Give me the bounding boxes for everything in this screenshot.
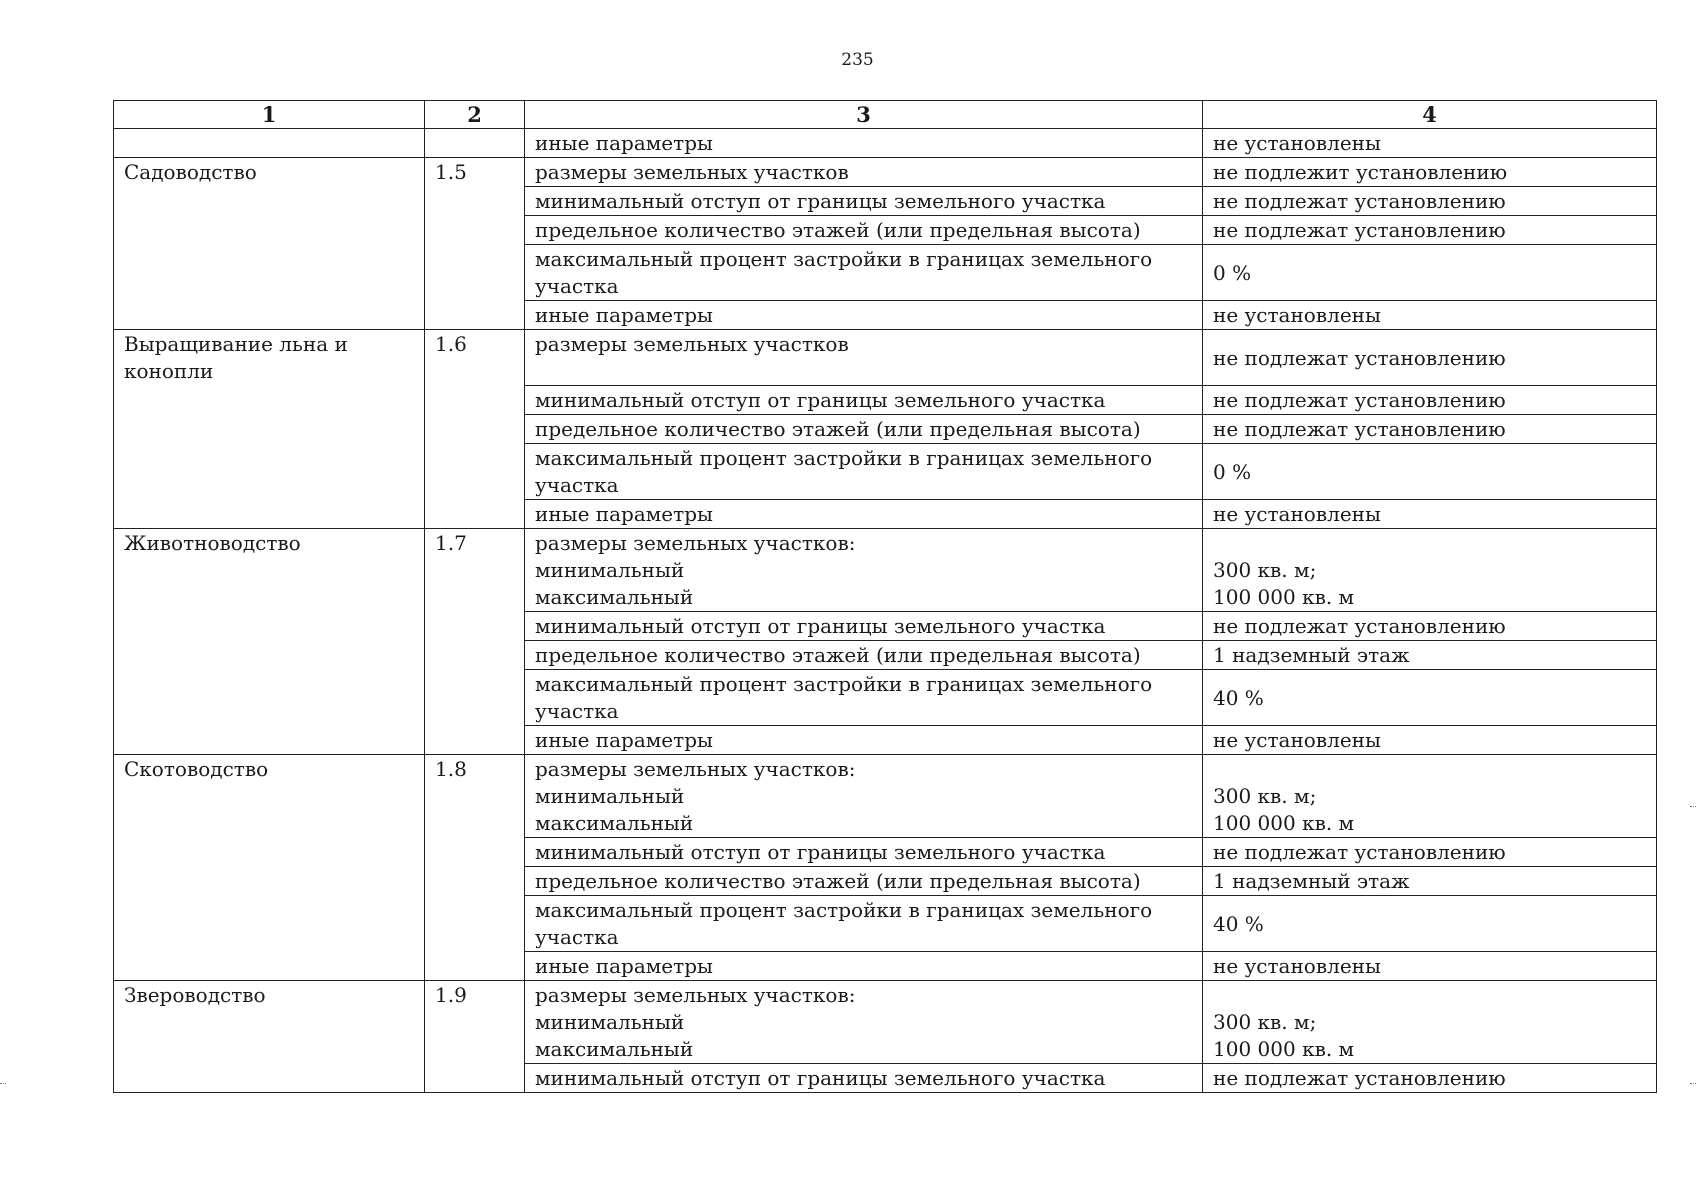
parameter-text: минимальный отступ от границы земельного участка: [535, 614, 1106, 638]
parameter-cell: [525, 896, 1203, 952]
parameter-text: минимальный: [535, 784, 685, 808]
header-col-1: 1: [114, 101, 425, 129]
parameter-cell: [525, 386, 1203, 415]
value-text: не подлежат установлению: [1213, 218, 1506, 242]
parameter-cell: [525, 415, 1203, 444]
use-type-name: Звероводство: [114, 981, 425, 1093]
parameter-cell: [525, 529, 1203, 612]
value-cell: [1203, 158, 1657, 187]
parameter-cell: [525, 867, 1203, 896]
value-text: не подлежат установлению: [1213, 614, 1506, 638]
value-cell: [1203, 129, 1657, 158]
parameter-text: предельное количество этажей (или предельная высота): [535, 417, 1141, 441]
parameter-cell: [525, 981, 1203, 1064]
value-cell: [1203, 838, 1657, 867]
table-row: [114, 158, 1657, 187]
parameter-cell: [525, 670, 1203, 726]
value-cell: [1203, 867, 1657, 896]
parameter-text: минимальный отступ от границы земельного участка: [535, 1066, 1106, 1090]
parameter-text: размеры земельных участков: [535, 160, 849, 184]
value-text: не подлежит установлению: [1213, 160, 1508, 184]
parameter-text: предельное количество этажей (или предельная высота): [535, 869, 1141, 893]
value-text: 1 надземный этаж: [1213, 869, 1410, 893]
value-text: не подлежат установлению: [1213, 388, 1506, 412]
value-text: не подлежат установлению: [1213, 345, 1506, 370]
value-text: не подлежат установлению: [1213, 417, 1506, 441]
parameter-cell: [525, 755, 1203, 838]
use-type-code: 1.9: [425, 981, 525, 1093]
parameter-cell: [525, 216, 1203, 245]
table-header-row: [114, 101, 1657, 129]
value-text: 40 %: [1213, 911, 1264, 936]
value-text: не установлены: [1213, 954, 1381, 978]
regulations-table: [113, 100, 1657, 1093]
parameter-text: максимальный процент застройки в границах земельного участка: [535, 672, 1153, 723]
parameter-cell: [525, 301, 1203, 330]
value-cell: [1203, 670, 1657, 726]
value-text: 300 кв. м;: [1213, 558, 1317, 582]
margin-mark: [1690, 1083, 1696, 1084]
table-row: [114, 330, 1657, 386]
use-type-name: Скотоводство: [114, 755, 425, 981]
table-row: [114, 755, 1657, 838]
parameter-cell: [525, 245, 1203, 301]
parameter-text: [535, 358, 1192, 385]
value-text: 100 000 кв. м: [1213, 1037, 1355, 1061]
value-text: не подлежат установлению: [1213, 1066, 1506, 1090]
table-row: [114, 981, 1657, 1064]
parameter-text: максимальный: [535, 585, 694, 609]
parameter-text: размеры земельных участков:: [535, 983, 856, 1007]
parameter-text: максимальный процент застройки в границах земельного участка: [535, 247, 1153, 298]
parameter-text: иные параметры: [535, 502, 713, 526]
parameter-text: предельное количество этажей (или предельная высота): [535, 643, 1141, 667]
value-text: не установлены: [1213, 131, 1381, 155]
value-text: 0 %: [1213, 260, 1252, 285]
value-text: 1 надземный этаж: [1213, 643, 1410, 667]
parameter-text: максимальный процент застройки в границах земельного участка: [535, 446, 1153, 497]
table-row: [114, 129, 1657, 158]
value-cell: [1203, 301, 1657, 330]
use-type-name: Животноводство: [114, 529, 425, 755]
parameter-cell: [525, 641, 1203, 670]
parameter-text: размеры земельных участков:: [535, 531, 856, 555]
parameter-cell: [525, 612, 1203, 641]
value-cell: [1203, 386, 1657, 415]
value-cell: [1203, 755, 1657, 838]
parameter-cell: [525, 726, 1203, 755]
parameter-text: размеры земельных участков:: [535, 757, 856, 781]
value-cell: [1203, 726, 1657, 755]
use-type-code: 1.7: [425, 529, 525, 755]
parameter-text: предельное количество этажей (или предельная высота): [535, 218, 1141, 242]
parameter-cell: [525, 952, 1203, 981]
table-row: [114, 529, 1657, 612]
value-cell: [1203, 330, 1657, 386]
value-text: [1213, 530, 1646, 557]
value-cell: [1203, 444, 1657, 500]
use-type-name: [114, 129, 425, 158]
value-cell: [1203, 896, 1657, 952]
parameter-text: минимальный отступ от границы земельного участка: [535, 388, 1106, 412]
value-cell: [1203, 415, 1657, 444]
value-text: 300 кв. м;: [1213, 784, 1317, 808]
parameter-cell: [525, 444, 1203, 500]
value-text: [1213, 982, 1646, 1009]
value-cell: [1203, 529, 1657, 612]
parameter-cell: [525, 129, 1203, 158]
parameter-text: иные параметры: [535, 728, 713, 752]
parameter-cell: [525, 187, 1203, 216]
value-cell: [1203, 216, 1657, 245]
value-text: не подлежат установлению: [1213, 189, 1506, 213]
margin-mark: [0, 1083, 6, 1084]
parameter-text: иные параметры: [535, 954, 713, 978]
use-type-name: Выращивание льна и конопли: [114, 330, 425, 529]
value-cell: [1203, 245, 1657, 301]
value-cell: [1203, 187, 1657, 216]
parameter-cell: [525, 158, 1203, 187]
parameter-text: максимальный процент застройки в границах земельного участка: [535, 898, 1153, 949]
value-cell: [1203, 500, 1657, 529]
value-text: 100 000 кв. м: [1213, 585, 1355, 609]
value-text: 100 000 кв. м: [1213, 811, 1355, 835]
parameter-text: иные параметры: [535, 303, 713, 327]
header-col-3: 3: [525, 101, 1203, 129]
value-text: не подлежат установлению: [1213, 840, 1506, 864]
value-cell: [1203, 1064, 1657, 1093]
use-type-code: 1.5: [425, 158, 525, 330]
parameter-text: минимальный: [535, 1010, 685, 1034]
value-text: не установлены: [1213, 303, 1381, 327]
parameter-cell: [525, 838, 1203, 867]
parameter-cell: [525, 500, 1203, 529]
value-text: не установлены: [1213, 728, 1381, 752]
value-text: 40 %: [1213, 685, 1264, 710]
page-number: 235: [841, 50, 874, 70]
header-col-4: 4: [1203, 101, 1657, 129]
value-cell: [1203, 952, 1657, 981]
use-type-code: [425, 129, 525, 158]
parameter-text: максимальный: [535, 811, 694, 835]
margin-mark: [1690, 806, 1696, 807]
parameter-text: иные параметры: [535, 131, 713, 155]
parameter-cell: [525, 1064, 1203, 1093]
value-text: не установлены: [1213, 502, 1381, 526]
value-text: 0 %: [1213, 459, 1252, 484]
use-type-code: 1.8: [425, 755, 525, 981]
parameter-cell: [525, 330, 1203, 386]
parameter-text: минимальный отступ от границы земельного участка: [535, 189, 1106, 213]
use-type-code: 1.6: [425, 330, 525, 529]
value-text: 300 кв. м;: [1213, 1010, 1317, 1034]
value-cell: [1203, 981, 1657, 1064]
use-type-name: Садоводство: [114, 158, 425, 330]
parameter-text: минимальный отступ от границы земельного участка: [535, 840, 1106, 864]
value-cell: [1203, 612, 1657, 641]
value-text: [1213, 756, 1646, 783]
table-body: [114, 129, 1657, 1093]
parameter-text: максимальный: [535, 1037, 694, 1061]
header-col-2: 2: [425, 101, 525, 129]
parameter-text: минимальный: [535, 558, 685, 582]
value-cell: [1203, 641, 1657, 670]
parameter-text: размеры земельных участков: [535, 332, 849, 356]
